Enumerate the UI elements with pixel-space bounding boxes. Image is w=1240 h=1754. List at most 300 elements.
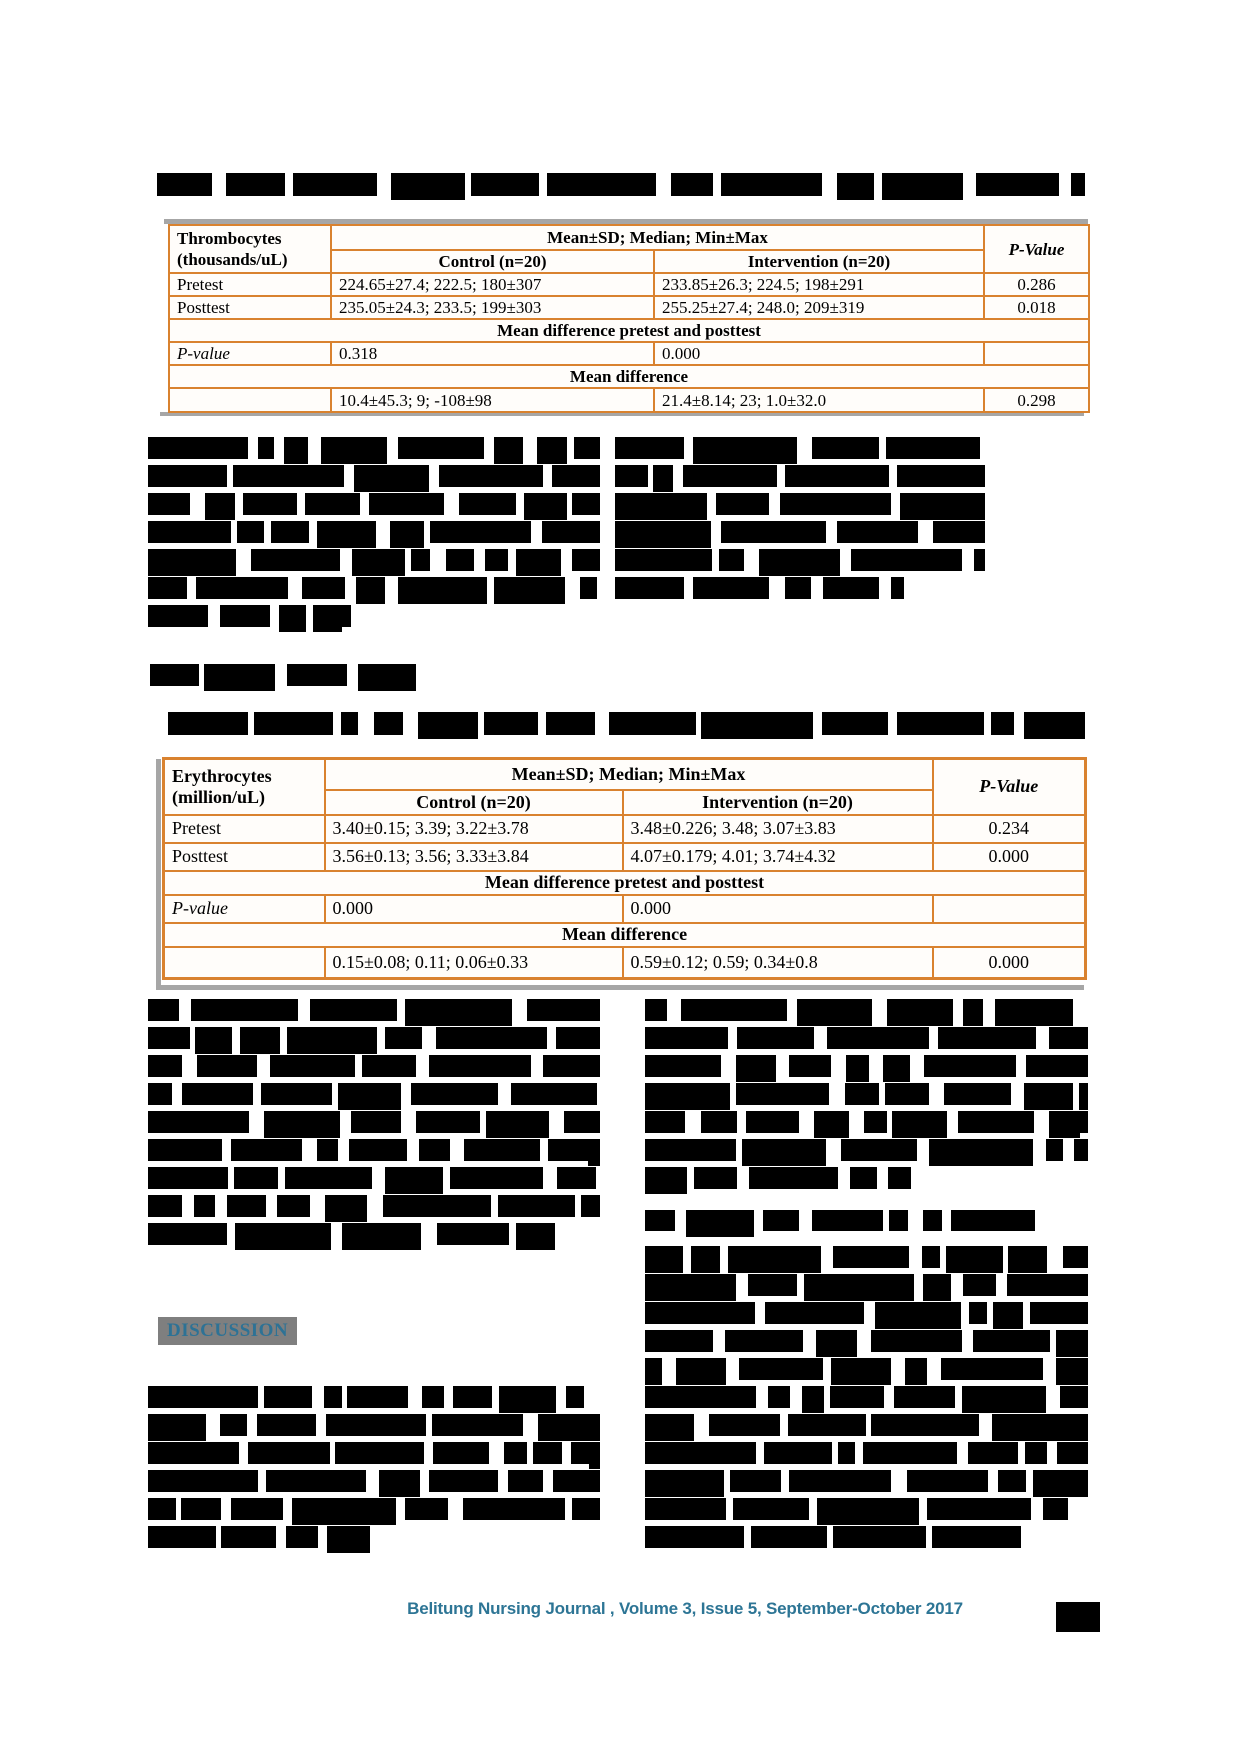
redaction-segment xyxy=(391,173,465,200)
redaction-segment xyxy=(231,1498,283,1520)
redaction-gap xyxy=(538,712,547,734)
table1-measure-header: Mean±SD; Median; Min±Max xyxy=(331,225,984,250)
redaction-gap xyxy=(187,577,197,599)
redaction-gap xyxy=(172,1083,182,1105)
redaction-gap xyxy=(492,1386,499,1408)
redaction-segment xyxy=(351,1111,401,1133)
redaction-gap xyxy=(288,577,302,599)
redaction-segment xyxy=(1043,1498,1068,1520)
redaction-gap xyxy=(318,1526,327,1548)
redaction-gap xyxy=(963,173,976,195)
redaction-gap xyxy=(874,173,882,195)
redaction-gap xyxy=(947,1111,958,1133)
redaction-segment xyxy=(1030,1302,1088,1324)
redaction-segment xyxy=(450,1167,543,1189)
redaction-gap xyxy=(396,1498,406,1520)
redaction-segment xyxy=(871,1330,962,1352)
redaction-gap xyxy=(1016,1055,1026,1077)
redaction-segment xyxy=(900,493,985,520)
redaction-segment xyxy=(504,1442,526,1464)
redaction-segment xyxy=(270,1055,355,1077)
redaction-gap xyxy=(711,521,721,543)
redaction-gap xyxy=(338,1139,349,1161)
redaction-segment xyxy=(422,1386,444,1408)
redaction-gap xyxy=(345,577,355,599)
redaction-gap xyxy=(306,605,313,627)
redaction-segment xyxy=(464,1139,539,1161)
redaction-gap xyxy=(484,437,494,459)
redaction-gap xyxy=(656,173,670,195)
redaction-segment xyxy=(837,173,873,200)
redaction-line xyxy=(645,1083,1088,1105)
table1-pvalue-row xyxy=(169,342,1089,365)
redaction-segment xyxy=(494,577,566,604)
redaction-segment xyxy=(358,664,416,691)
redaction-gap xyxy=(983,999,995,1021)
redaction-segment xyxy=(264,1386,312,1408)
redaction-gap xyxy=(823,1358,831,1380)
redaction-gap xyxy=(744,1526,751,1548)
redaction-gap xyxy=(879,577,891,599)
table2-shadow-left xyxy=(156,759,161,985)
redaction-gap xyxy=(232,1027,240,1049)
redaction-gap xyxy=(869,1055,883,1077)
redaction-gap xyxy=(797,437,812,459)
redaction-segment xyxy=(833,1246,909,1268)
redaction-segment xyxy=(148,1167,228,1189)
redaction-segment xyxy=(354,465,428,492)
redaction-segment xyxy=(405,999,512,1026)
redaction-gap xyxy=(769,493,780,515)
redaction-gap xyxy=(333,712,340,734)
redaction-segment xyxy=(615,549,712,571)
redaction-segment xyxy=(581,1195,600,1217)
redaction-gap xyxy=(988,1470,998,1492)
redaction-segment xyxy=(645,1358,662,1385)
redaction-segment xyxy=(968,1442,1018,1464)
redaction-gap xyxy=(721,1055,737,1077)
redaction-segment xyxy=(763,1210,799,1231)
redaction-segment xyxy=(894,1386,955,1408)
redaction-segment xyxy=(653,465,673,492)
redaction-segment xyxy=(233,465,345,487)
control-value: 0.15±0.08; 0.11; 0.06±0.33 xyxy=(325,947,623,979)
redaction-segment xyxy=(204,664,275,691)
redaction-segment xyxy=(369,493,444,515)
redaction-gap xyxy=(408,1386,422,1408)
redaction-line xyxy=(645,1027,1088,1049)
redaction-segment xyxy=(737,1027,815,1049)
redaction-segment xyxy=(571,1442,590,1464)
redaction-gap xyxy=(450,1139,464,1161)
redaction-line xyxy=(645,1274,1088,1296)
redaction-gap xyxy=(422,1027,436,1049)
redaction-segment xyxy=(851,549,962,571)
redaction-gap xyxy=(1011,1083,1024,1105)
redaction-segment xyxy=(742,1139,827,1166)
redacted-line-left-a2 xyxy=(150,664,422,692)
redaction-segment xyxy=(830,1386,884,1408)
redaction-gap xyxy=(953,999,963,1021)
redaction-gap xyxy=(662,1358,676,1380)
redaction-segment xyxy=(271,521,309,543)
redaction-segment xyxy=(889,1210,909,1231)
redaction-gap xyxy=(310,1195,325,1217)
redaction-gap xyxy=(684,577,693,599)
redaction-gap xyxy=(826,521,837,543)
redaction-gap xyxy=(448,1498,463,1520)
redaction-gap xyxy=(685,1111,701,1133)
redaction-gap xyxy=(1023,1302,1031,1324)
discussion-heading: DISCUSSION xyxy=(158,1317,297,1345)
section-caption: Mean difference pretest and posttest xyxy=(169,319,1089,342)
redaction-gap xyxy=(942,1210,951,1232)
redaction-segment xyxy=(157,173,212,196)
redaction-segment xyxy=(494,437,523,464)
empty-cell xyxy=(984,342,1089,365)
redaction-gap xyxy=(543,1470,553,1492)
redaction-segment xyxy=(993,1302,1022,1329)
redaction-segment xyxy=(148,1139,222,1161)
redaction-gap xyxy=(811,577,823,599)
redacted-subheading-right xyxy=(645,1210,1035,1237)
redaction-segment xyxy=(1049,1111,1080,1138)
redaction-segment xyxy=(645,1414,694,1441)
redaction-segment xyxy=(719,549,744,571)
redaction-gap xyxy=(531,521,542,543)
redaction-segment xyxy=(191,999,299,1021)
redaction-gap xyxy=(737,1111,746,1133)
redaction-gap xyxy=(236,549,251,571)
redaction-line xyxy=(645,999,1088,1021)
redaction-gap xyxy=(285,173,293,195)
redaction-segment xyxy=(730,1470,780,1492)
redaction-segment xyxy=(1024,712,1085,739)
redaction-segment xyxy=(645,1027,728,1049)
redaction-line xyxy=(645,1302,1088,1324)
table2-pvalue-header: P-Value xyxy=(933,759,1086,815)
redaction-segment xyxy=(933,521,985,543)
redaction-gap xyxy=(1033,1139,1046,1161)
redaction-segment xyxy=(991,712,1014,735)
redaction-segment xyxy=(543,1055,600,1077)
redaction-segment xyxy=(615,577,684,599)
intervention-value: 233.85±26.3; 224.5; 198±291 xyxy=(654,273,984,296)
redaction-segment xyxy=(645,1111,685,1133)
redaction-segment xyxy=(701,712,812,739)
redaction-gap xyxy=(1068,1498,1082,1520)
redaction-segment xyxy=(645,1442,756,1464)
redaction-gap xyxy=(543,1167,557,1189)
redaction-segment xyxy=(277,1195,310,1217)
control-value: 235.05±24.3; 233.5; 199±303 xyxy=(331,296,654,319)
redaction-segment xyxy=(932,1526,1021,1548)
redaction-gap xyxy=(539,173,547,195)
redaction-segment xyxy=(196,577,288,599)
table2-meandiff-row xyxy=(164,947,1086,979)
redaction-segment xyxy=(691,1246,720,1273)
section-caption: Mean difference xyxy=(164,923,1086,947)
row-label: Posttest xyxy=(164,843,325,871)
redaction-segment xyxy=(850,1167,877,1189)
redaction-segment xyxy=(748,1274,797,1296)
thrombocytes-table xyxy=(168,224,1090,413)
redaction-gap xyxy=(979,1414,992,1436)
redaction-gap xyxy=(509,1223,516,1245)
redaction-gap xyxy=(227,1223,235,1245)
control-value: 0.318 xyxy=(331,342,654,365)
redaction-segment xyxy=(148,1195,182,1217)
redaction-segment xyxy=(871,1414,979,1436)
redaction-line xyxy=(157,173,1085,196)
redaction-segment xyxy=(645,1470,724,1497)
redaction-segment xyxy=(321,437,387,464)
redaction-gap xyxy=(857,1330,871,1352)
redaction-line xyxy=(148,1055,600,1077)
redaction-segment xyxy=(240,1027,280,1054)
redaction-segment xyxy=(286,1526,319,1548)
redaction-gap xyxy=(927,1358,941,1380)
redaction-segment xyxy=(150,664,199,686)
redaction-segment xyxy=(580,577,597,599)
redaction-segment xyxy=(645,1055,721,1077)
redaction-segment xyxy=(998,1470,1026,1492)
redaction-gap xyxy=(377,1027,385,1049)
redaction-line xyxy=(148,549,600,571)
redaction-segment xyxy=(516,549,560,576)
redaction-gap xyxy=(929,1083,944,1105)
redaction-segment xyxy=(234,1167,277,1189)
redaction-segment xyxy=(148,1083,172,1105)
redaction-segment xyxy=(686,1210,754,1237)
redaction-segment xyxy=(302,577,345,599)
redaction-gap xyxy=(780,1414,788,1436)
table1-meandiff-prepost-caption xyxy=(169,319,1089,342)
table1-header-row1 xyxy=(169,225,1089,250)
redaction-segment xyxy=(342,605,351,627)
redaction-gap xyxy=(302,1139,316,1161)
redaction-line xyxy=(148,437,600,459)
redaction-segment xyxy=(411,549,430,571)
redaction-segment xyxy=(279,605,306,632)
redaction-segment xyxy=(148,999,179,1021)
redaction-segment xyxy=(429,1470,499,1492)
redaction-segment xyxy=(645,1330,713,1352)
redaction-gap xyxy=(891,493,900,515)
redaction-gap xyxy=(253,1083,260,1105)
redaction-segment xyxy=(287,664,348,686)
control-value: 224.65±27.4; 222.5; 180±307 xyxy=(331,273,654,296)
redaction-segment xyxy=(310,999,397,1021)
redaction-segment xyxy=(822,712,888,735)
redaction-segment xyxy=(237,521,264,543)
redaction-segment xyxy=(430,521,531,543)
redaction-gap xyxy=(909,1246,922,1268)
redaction-gap xyxy=(1063,1139,1074,1161)
redaction-line xyxy=(645,1414,1088,1436)
redaction-segment xyxy=(433,1442,489,1464)
redaction-gap xyxy=(561,549,572,571)
redaction-gap xyxy=(182,1055,197,1077)
table2-meandiff-prepost-caption xyxy=(164,871,1086,895)
redaction-line xyxy=(645,1055,1088,1077)
redaction-segment xyxy=(907,1470,988,1492)
redaction-segment xyxy=(398,577,487,604)
redaction-gap xyxy=(891,1358,905,1380)
redaction-segment xyxy=(962,1386,1046,1413)
empty-cell xyxy=(169,388,331,412)
redaction-segment xyxy=(891,577,903,599)
redaction-segment xyxy=(227,1195,266,1217)
redaction-segment xyxy=(484,712,537,735)
redaction-gap xyxy=(247,1414,257,1436)
redaction-segment xyxy=(816,1330,857,1357)
redaction-segment xyxy=(285,1167,372,1189)
redaction-segment xyxy=(759,549,839,576)
redaction-gap xyxy=(498,1470,508,1492)
redaction-segment xyxy=(645,1526,744,1548)
redaction-segment xyxy=(182,1083,254,1105)
redaction-segment xyxy=(220,605,270,627)
redaction-segment xyxy=(1008,1246,1047,1273)
redaction-line xyxy=(645,1470,1088,1492)
redaction-segment xyxy=(863,1442,957,1464)
redaction-gap xyxy=(549,1111,563,1133)
redaction-gap xyxy=(917,1139,929,1161)
redaction-segment xyxy=(588,1139,600,1166)
redaction-segment xyxy=(645,999,667,1021)
redaction-segment xyxy=(533,1442,561,1464)
redaction-segment xyxy=(1071,173,1085,196)
redaction-segment xyxy=(257,1414,316,1436)
redaction-segment xyxy=(148,1111,249,1133)
redaction-segment xyxy=(498,1195,575,1217)
redaction-gap xyxy=(1046,1386,1060,1408)
redaction-gap xyxy=(737,1167,750,1189)
redacted-table1-caption xyxy=(157,173,1085,202)
redaction-segment xyxy=(941,1358,1043,1380)
redaction-line xyxy=(645,1111,1088,1133)
redaction-segment xyxy=(398,437,484,459)
redaction-gap xyxy=(531,1055,543,1077)
redaction-segment xyxy=(352,549,405,576)
redaction-segment xyxy=(615,493,707,520)
intervention-value: 0.000 xyxy=(623,895,933,923)
redaction-gap xyxy=(309,521,317,543)
redaction-segment xyxy=(264,1111,340,1138)
redaction-segment xyxy=(221,1526,275,1548)
intervention-value: 4.07±0.179; 4.01; 3.74±4.32 xyxy=(623,843,933,871)
redaction-segment xyxy=(148,1414,206,1441)
redaction-segment xyxy=(831,1358,892,1385)
redaction-segment xyxy=(292,1498,395,1525)
redaction-segment xyxy=(721,173,822,196)
table2-header-row1 xyxy=(164,759,1086,790)
table2-row-header-cell xyxy=(164,759,325,815)
redaction-segment xyxy=(1056,1330,1088,1357)
p-value: 0.018 xyxy=(984,296,1089,319)
redaction-gap xyxy=(489,1442,505,1464)
redaction-segment xyxy=(148,437,248,459)
redaction-segment xyxy=(645,1083,730,1110)
redaction-line xyxy=(645,1139,1088,1161)
redaction-segment xyxy=(973,1330,1051,1352)
redaction-gap xyxy=(331,1223,342,1245)
table2-pretest-row xyxy=(164,815,1086,843)
table2-measure-header: Mean±SD; Median; Min±Max xyxy=(325,759,933,790)
redaction-gap xyxy=(694,1414,709,1436)
redaction-segment xyxy=(1033,1470,1088,1497)
table1-row-header-cell xyxy=(169,225,331,273)
redaction-gap xyxy=(235,493,243,515)
redaction-line xyxy=(615,493,985,515)
redaction-gap xyxy=(424,1442,433,1464)
redaction-segment xyxy=(812,437,879,459)
p-value: 0.298 xyxy=(984,388,1089,412)
redaction-gap xyxy=(179,999,190,1021)
row-label: Pretest xyxy=(164,815,325,843)
redaction-segment xyxy=(974,549,985,571)
redaction-segment xyxy=(814,1111,849,1138)
control-value: 3.56±0.13; 3.56; 3.33±3.84 xyxy=(325,843,623,871)
redaction-gap xyxy=(829,1083,845,1105)
redaction-segment xyxy=(148,1442,239,1464)
redaction-segment xyxy=(261,1083,333,1105)
redaction-line xyxy=(645,1210,1035,1231)
redaction-segment xyxy=(841,1139,917,1161)
redaction-segment xyxy=(317,1139,338,1161)
redaction-gap xyxy=(1026,1470,1033,1492)
redaction-line xyxy=(148,1223,600,1245)
redaction-segment xyxy=(148,1386,258,1408)
redaction-gap xyxy=(276,1526,286,1548)
redaction-segment xyxy=(694,1167,737,1189)
redaction-gap xyxy=(814,1027,827,1049)
redaction-segment xyxy=(446,549,474,571)
redaction-gap xyxy=(376,521,389,543)
redaction-gap xyxy=(910,1055,924,1077)
redaction-gap xyxy=(275,664,287,686)
redaction-line xyxy=(148,1027,600,1049)
redaction-segment xyxy=(556,1027,600,1049)
redaction-gap xyxy=(1036,1027,1049,1049)
redaction-gap xyxy=(297,493,305,515)
redaction-gap xyxy=(1031,1498,1043,1520)
redaction-segment xyxy=(736,1083,829,1105)
redaction-gap xyxy=(713,173,721,195)
redaction-segment xyxy=(746,1111,799,1133)
redaction-segment xyxy=(589,1442,600,1469)
redaction-gap xyxy=(523,1414,538,1436)
redaction-gap xyxy=(358,712,374,734)
redaction-segment xyxy=(927,1498,1031,1520)
redaction-gap xyxy=(258,1470,266,1492)
redaction-segment xyxy=(356,577,385,604)
redaction-segment xyxy=(780,493,890,515)
row-label: Pretest xyxy=(169,273,331,296)
redaction-segment xyxy=(1007,1274,1076,1296)
redaction-segment xyxy=(812,1210,882,1231)
redacted-page-number xyxy=(1056,1602,1100,1632)
table1-control-header: Control (n=20) xyxy=(331,250,654,273)
redaction-segment xyxy=(347,1386,407,1408)
redaction-segment xyxy=(527,999,600,1021)
redaction-segment xyxy=(553,1470,600,1492)
redaction-gap xyxy=(367,1195,382,1217)
redaction-segment xyxy=(725,1330,804,1352)
redaction-gap xyxy=(420,1470,429,1492)
redaction-gap xyxy=(403,712,417,734)
